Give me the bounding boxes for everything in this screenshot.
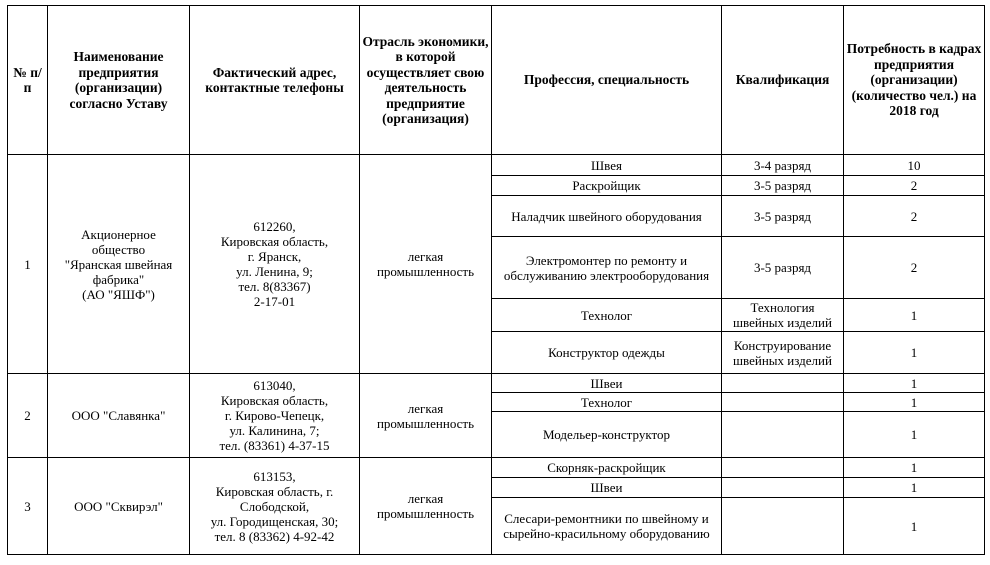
- org-num: 2: [8, 374, 48, 458]
- qualification-cell: [722, 374, 844, 393]
- demand-cell: 1: [844, 412, 985, 458]
- profession-cell: Электромонтер по ремонту и обслуживанию электрооборудования: [492, 237, 722, 299]
- header-profession: Профессия, специальность: [492, 6, 722, 155]
- org-name-text: ООО "Сквирэл": [74, 498, 163, 514]
- demand-cell: 1: [844, 299, 985, 332]
- qualification-cell: 3-4 разряд: [722, 155, 844, 176]
- demand-cell: 2: [844, 237, 985, 299]
- profession-cell: Скорняк-раскройщик: [492, 458, 722, 478]
- profession-cell: Швеи: [492, 374, 722, 393]
- org-address: 612260, Кировская область, г. Яранск, ул. Ленина, 9; тел. 8(83367) 2-17-01: [190, 155, 360, 374]
- qualification-cell: 3-5 разряд: [722, 176, 844, 196]
- profession-cell: Наладчик швейного оборудования: [492, 196, 722, 237]
- org-address: 613040, Кировская область, г. Кирово-Чепецк, ул. Калинина, 7; тел. (83361) 4-37-15: [190, 374, 360, 458]
- profession-cell: Раскройщик: [492, 176, 722, 196]
- org-name: Акционерное общество "Яранская швейная фабрика" (АО "ЯШФ"): [48, 155, 190, 374]
- org-num: 3: [8, 458, 48, 555]
- qualification-cell: Конструирование швейных изделий: [722, 332, 844, 374]
- org-industry: легкая промышленность: [360, 155, 492, 374]
- vacancy-table: [7, 5, 985, 555]
- demand-cell: 1: [844, 393, 985, 412]
- profession-cell: Модельер-конструктор: [492, 412, 722, 458]
- profession-cell: Слесари-ремонтники по швейному и сырейно-красильному оборудованию: [492, 498, 722, 555]
- demand-cell: 1: [844, 498, 985, 555]
- qualification-cell: [722, 478, 844, 498]
- table-row: [8, 458, 985, 478]
- org-name: [48, 458, 190, 555]
- qualification-cell: [722, 393, 844, 412]
- demand-cell: 1: [844, 332, 985, 374]
- qualification-cell: 3-5 разряд: [722, 237, 844, 299]
- demand-cell: 2: [844, 196, 985, 237]
- header-industry: Отрасль экономики, в которой осуществляет свою деятельность предприятие (организация): [360, 6, 492, 155]
- table-row: [8, 374, 985, 393]
- qualification-cell: 3-5 разряд: [722, 196, 844, 237]
- qualification-cell: [722, 498, 844, 555]
- header-demand: Потребность в кадрах предприятия (организации) (количество чел.) на 2018 год: [844, 6, 985, 155]
- org-address: 613153, Кировская область, г. Слободской, ул. Городищенская, 30; тел. 8 (83362) 4-92-42: [190, 458, 360, 555]
- header-row: [8, 6, 985, 155]
- profession-cell: Конструктор одежды: [492, 332, 722, 374]
- org-name: ООО "Славянка": [48, 374, 190, 458]
- org-industry: легкая промышленность: [360, 458, 492, 555]
- demand-cell: 1: [844, 374, 985, 393]
- header-org-name: Наименование предприятия (организации) согласно Уставу: [48, 6, 190, 155]
- demand-cell: 10: [844, 155, 985, 176]
- qualification-cell: [722, 412, 844, 458]
- profession-cell: Швеи: [492, 478, 722, 498]
- header-qualification: Квалификация: [722, 6, 844, 155]
- header-address: Фактический адрес, контактные телефоны: [190, 6, 360, 155]
- org-num: 1: [8, 155, 48, 374]
- qualification-cell: Технология швейных изделий: [722, 299, 844, 332]
- demand-cell: 2: [844, 176, 985, 196]
- header-num: № п/п: [8, 6, 48, 155]
- profession-cell: Швея: [492, 155, 722, 176]
- demand-cell: 1: [844, 478, 985, 498]
- org-industry: легкая промышленность: [360, 374, 492, 458]
- profession-cell: Технолог: [492, 299, 722, 332]
- profession-cell: Технолог: [492, 393, 722, 412]
- qualification-cell: [722, 458, 844, 478]
- demand-cell: 1: [844, 458, 985, 478]
- table-row: [8, 155, 985, 176]
